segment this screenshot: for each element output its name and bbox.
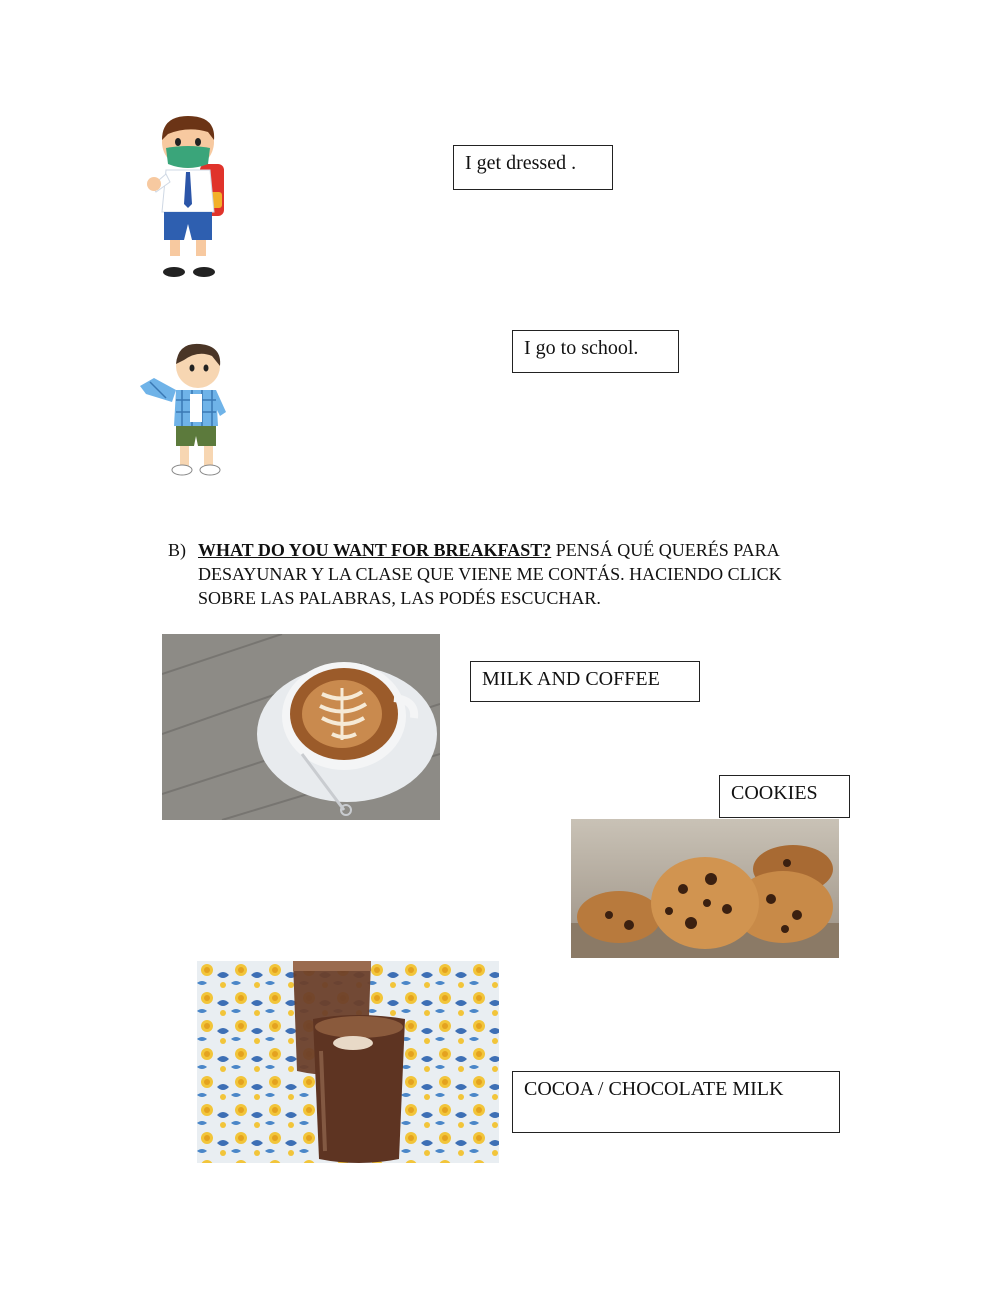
section-b-instructions: [168, 538, 848, 610]
chocolate-milk-photo: [197, 961, 499, 1163]
dressing-boy-illustration: [136, 340, 246, 480]
food-label-cocoa-chocolate-milk[interactable]: COCOA / CHOCOLATE MILK: [512, 1071, 840, 1133]
schoolboy-illustration: [140, 112, 235, 284]
instruction-line-1: PENSÁ QUÉ QUERÉS PARA: [551, 540, 780, 560]
instruction-line-3: SOBRE LAS PALABRAS, LAS PODÉS ESCUCHAR.: [198, 588, 601, 608]
activity-label-go-to-school[interactable]: I go to school.: [512, 330, 679, 373]
instruction-line-2: DESAYUNAR Y LA CLASE QUE VIENE ME CONTÁS. HACIENDO CLICK: [198, 564, 782, 584]
latte-photo: [162, 634, 440, 820]
food-label-cookies[interactable]: COOKIES: [719, 775, 850, 818]
section-marker: B): [168, 540, 186, 560]
cookies-photo: [571, 819, 839, 958]
section-title: WHAT DO YOU WANT FOR BREAKFAST?: [198, 540, 552, 560]
food-label-milk-and-coffee[interactable]: MILK AND COFFEE: [470, 661, 700, 702]
activity-label-get-dressed[interactable]: I get dressed .: [453, 145, 613, 190]
